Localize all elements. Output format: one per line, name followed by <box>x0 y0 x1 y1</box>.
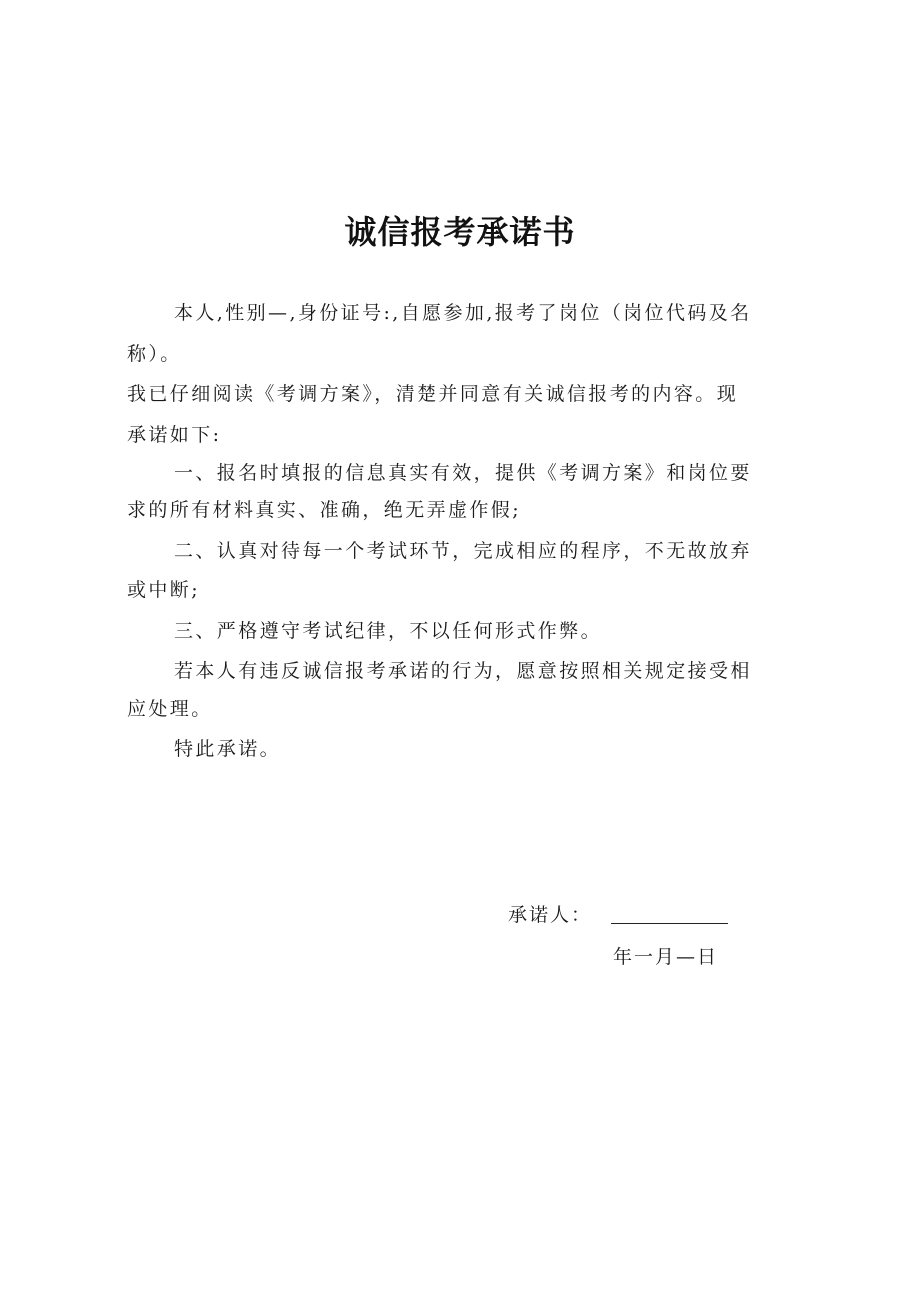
body-line: 或中断; <box>127 579 201 601</box>
body-line: 三、严格遵守考试纪律，不以任何形式作弊。 <box>174 620 603 642</box>
body-line: 若本人有违反诚信报考承诺的行为，愿意按照相关规定接受相 <box>174 660 752 682</box>
body-line: 应处理。 <box>127 698 213 720</box>
body-line: 承诺如下: <box>127 424 222 446</box>
signature-label: 承诺人： <box>508 904 593 926</box>
body-line: 称）。 <box>127 343 182 365</box>
body-line: 特此承诺。 <box>174 738 282 760</box>
body-line: 求的所有材料真实、准确，绝无弄虚作假; <box>127 499 522 521</box>
body-line: 我已仔细阅读《考调方案》，清楚并同意有关诚信报考的内容。现 <box>127 383 739 405</box>
body-line: 二、认真对待每一个考试环节，完成相应的程序，不无故放弃 <box>174 540 752 562</box>
body-line: 一、报名时填报的信息真实有效，提供《考调方案》和岗位要 <box>174 462 752 484</box>
body-line: 本人,性别—,身份证号:,自愿参加,报考了岗位（岗位代码及名 <box>174 302 752 324</box>
date-line: 年一月—日 <box>613 946 719 968</box>
document-title: 诚信报考承诺书 <box>344 213 576 251</box>
signature-blank-line <box>611 923 728 924</box>
